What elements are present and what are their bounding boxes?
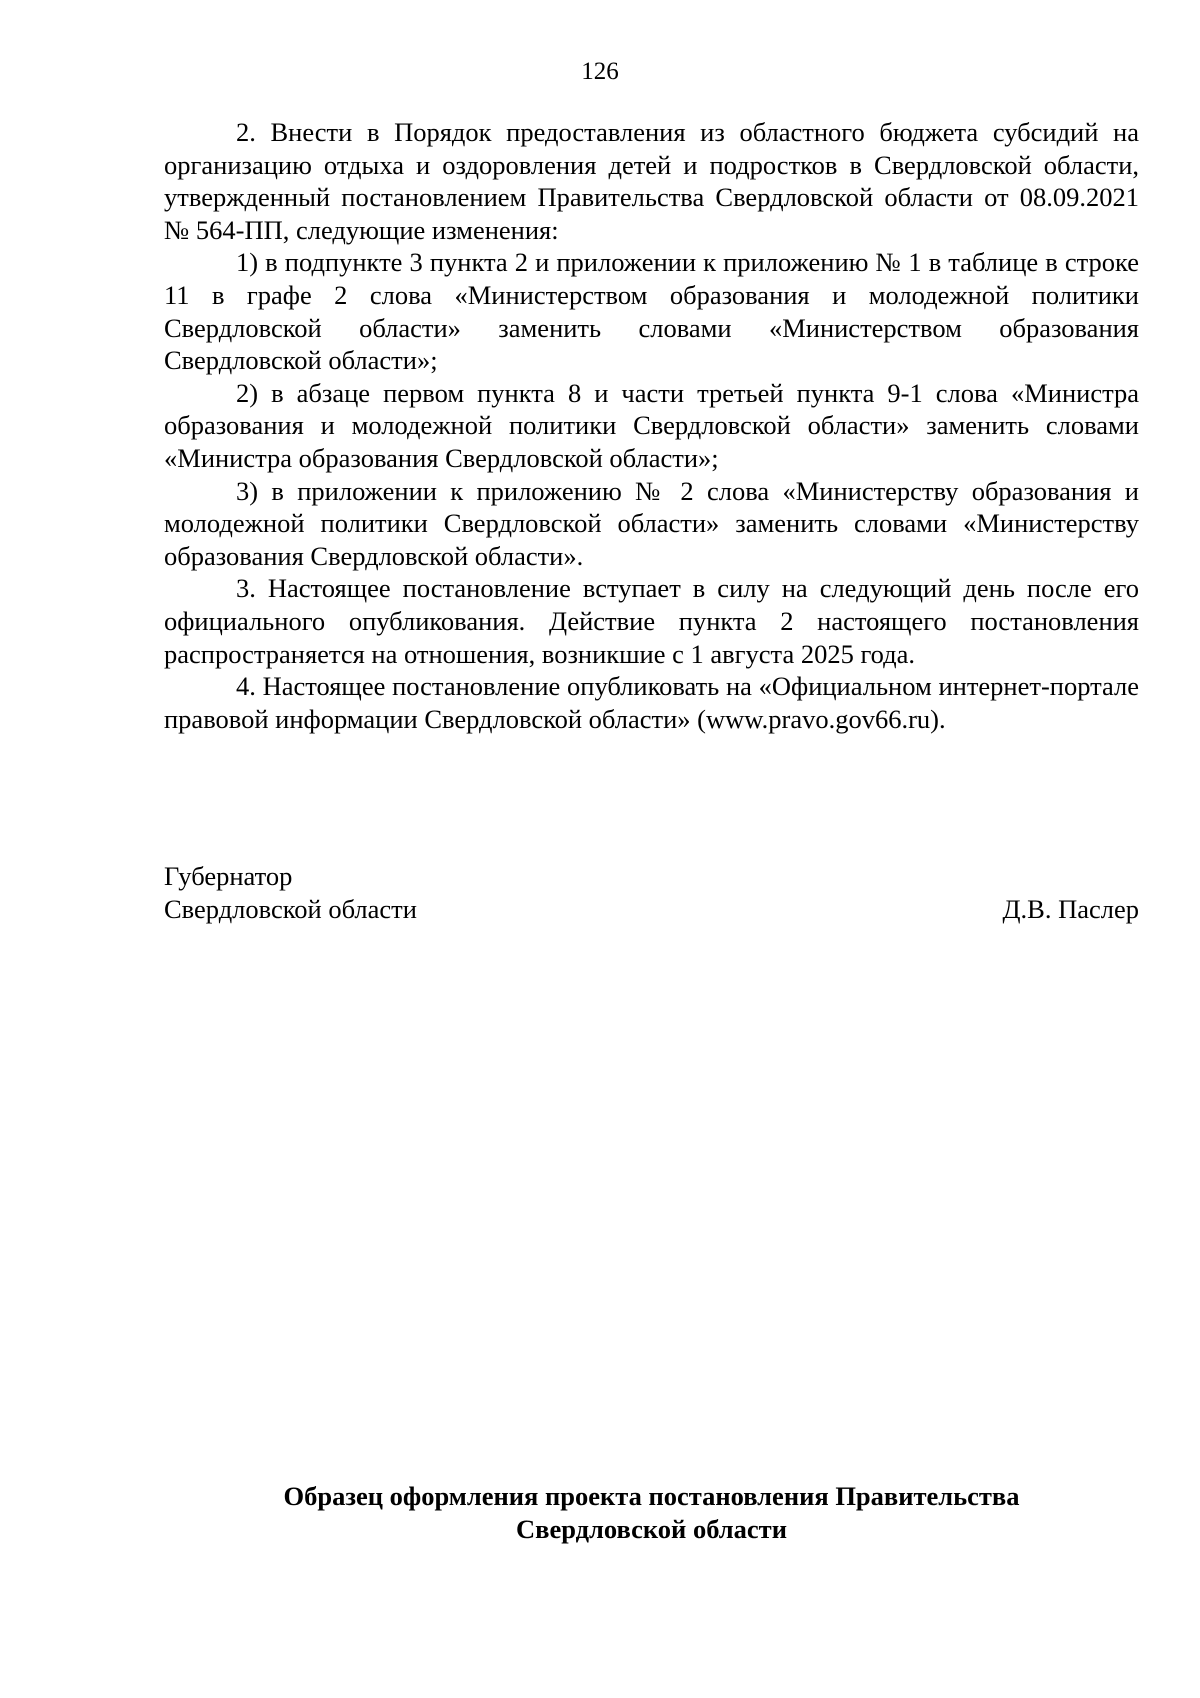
- paragraph-item-4: 4. Настоящее постановление опубликовать на «Официальном интернет-портале правовой информации Свердловской области» (www.pravo.gov66.ru).: [164, 671, 1139, 734]
- sample-title-line1: Образец оформления проекта постановления Правительства: [283, 1481, 1020, 1511]
- paragraph-subitem-3: 3) в приложении к приложению № 2 слова «Министерству образования и молодежной политики Свердловской области» заменить словами «Министерству образования Свердловской области».: [164, 475, 1139, 571]
- paragraph-item-3: 3. Настоящее постановление вступает в силу на следующий день после его официального опубликования. Действие пункта 2 настоящего постановления распространяется на отношения, возникшие с 1 августа 2025 года.: [164, 573, 1139, 669]
- sample-title-line2: Свердловской области: [516, 1513, 787, 1544]
- signatory-position-line2: Свердловской области: [164, 893, 417, 924]
- signatory-position-line1: Губернатор: [164, 861, 293, 891]
- signature-block: [164, 860, 1139, 925]
- signatory-name: Д.В. Паслер: [1002, 893, 1139, 924]
- sample-title: [164, 1480, 1139, 1545]
- page-number: 126: [581, 58, 619, 85]
- signature-row: [164, 893, 1139, 926]
- document-body: [164, 116, 1139, 735]
- paragraph-item-2: 2. Внести в Порядок предоставления из областного бюджета субсидий на организацию отдыха и оздоровления детей и подростков в Свердловской области, утвержденный постановлением Правительства Свердловской области от 08.09.2021 № 564-ПП, следующие изменения:: [164, 117, 1139, 245]
- paragraph-subitem-1: 1) в подпункте 3 пункта 2 и приложении к приложению № 1 в таблице в строке 11 в графе 2 слова «Министерством образования и молодежной политики Свердловской области» заменить словами «Министерством образования Свердловской области»;: [164, 247, 1139, 376]
- paragraph-subitem-2: 2) в абзаце первом пункта 8 и части третьей пункта 9-1 слова «Министра образования и молодежной политики Свердловской области» заменить словами «Министра образования Свердловской области»;: [164, 377, 1139, 473]
